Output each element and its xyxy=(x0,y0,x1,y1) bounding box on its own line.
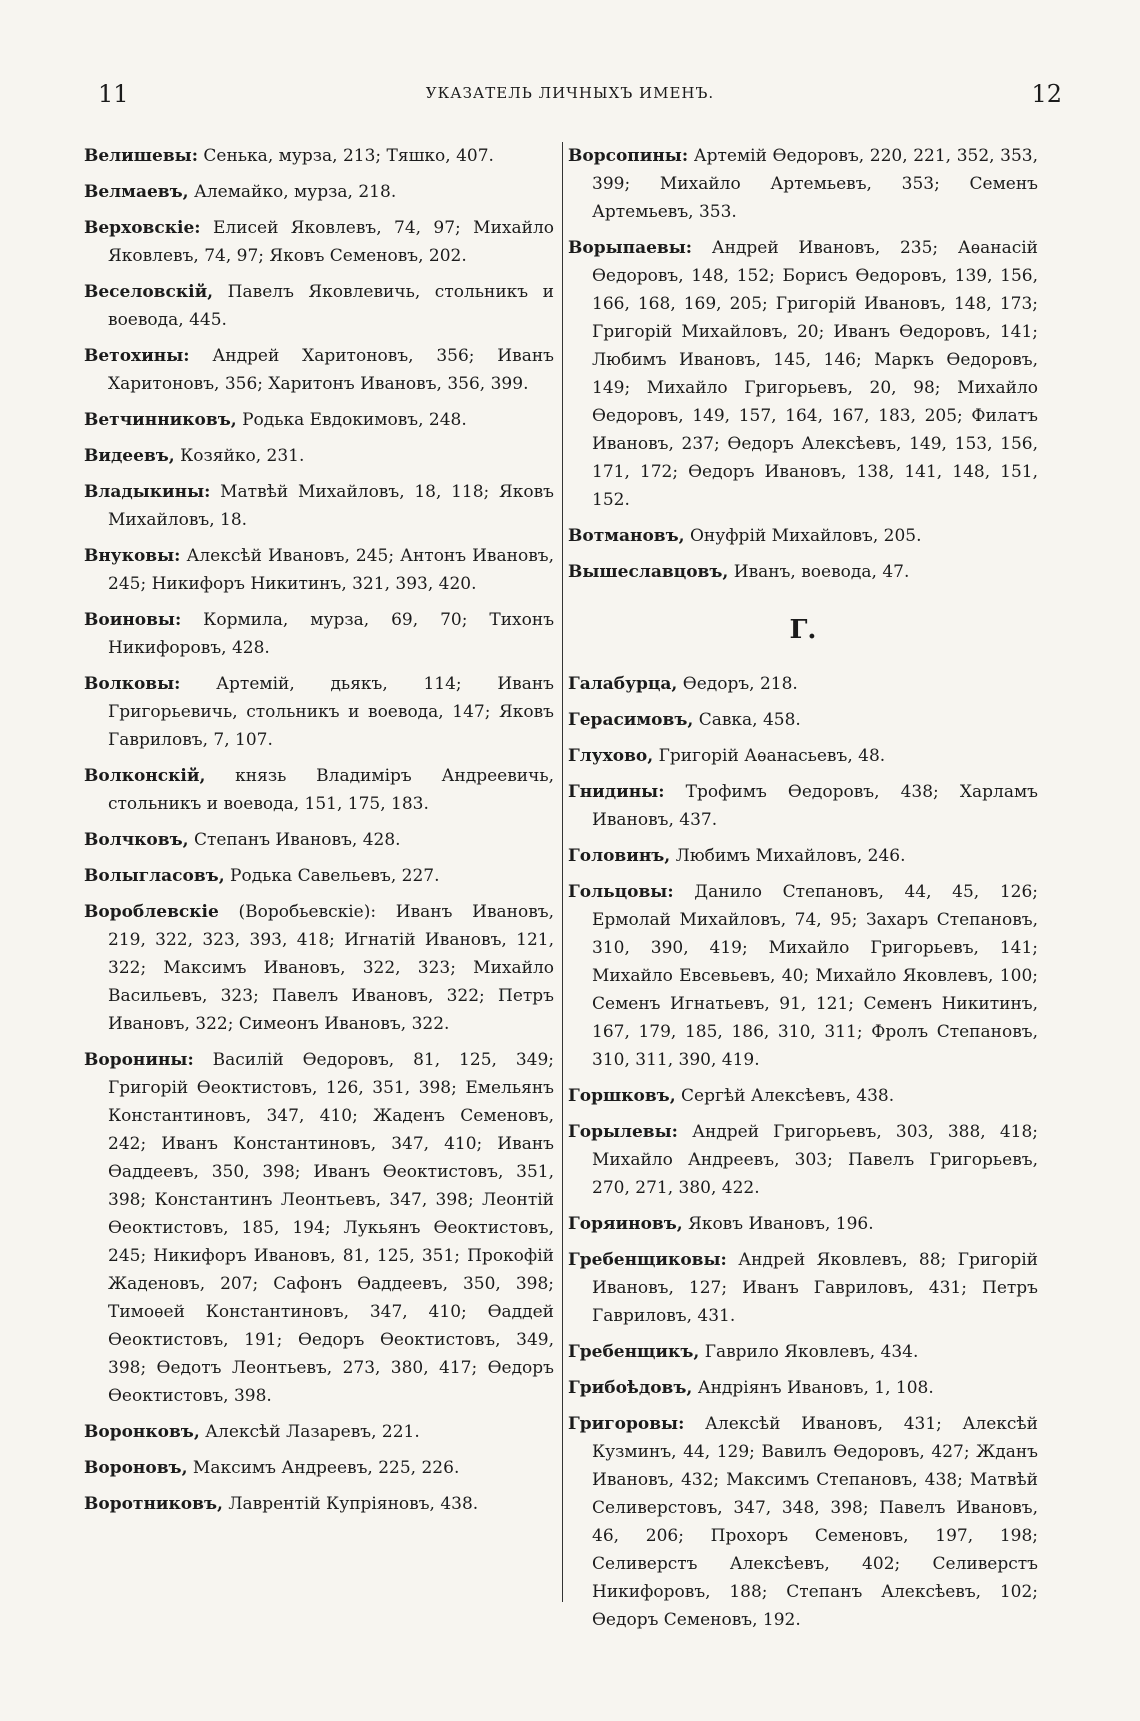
entry-text: Матвѣй Михайловъ, 18, 118; Яковъ Михайловъ, 18. xyxy=(108,482,554,530)
entry-surname: Ветчинниковъ, xyxy=(84,410,237,430)
entry-text: Иванъ, воевода, 47. xyxy=(733,562,910,582)
index-entry xyxy=(568,1082,1038,1110)
entry-surname: Велмаевъ, xyxy=(84,182,189,202)
page-number-right: 12 xyxy=(1031,80,1062,108)
index-entry xyxy=(568,878,1038,1074)
entry-surname: Веселовскій, xyxy=(84,282,214,302)
entry-surname: Внуковы: xyxy=(84,546,181,566)
index-entry xyxy=(84,1454,554,1482)
entry-text: Козяйко, 231. xyxy=(180,446,305,466)
entry-text: Савка, 458. xyxy=(698,710,801,730)
column-divider xyxy=(562,142,563,1602)
entry-surname: Горшковъ, xyxy=(568,1086,676,1106)
right-column xyxy=(568,142,1038,1642)
entry-text: Степанъ Ивановъ, 428. xyxy=(193,830,401,850)
index-entry xyxy=(84,1490,554,1518)
index-entry xyxy=(84,542,554,598)
entry-text: Андрей Харитоновъ, 356; Иванъ Харитоновъ, 356; Харитонъ Ивановъ, 356, 399. xyxy=(108,346,554,394)
index-entry xyxy=(568,1338,1038,1366)
index-entry xyxy=(84,142,554,170)
index-entry xyxy=(84,214,554,270)
right-entries-bottom xyxy=(568,670,1038,1634)
index-entry xyxy=(84,1046,554,1410)
entry-surname: Галабурца, xyxy=(568,674,678,694)
index-entry xyxy=(568,1246,1038,1330)
entry-surname: Волчковъ, xyxy=(84,830,189,850)
entry-text: Сергѣй Алексѣевъ, 438. xyxy=(681,1086,895,1106)
index-entry xyxy=(84,606,554,662)
index-entry xyxy=(568,778,1038,834)
index-entry xyxy=(84,826,554,854)
entry-surname: Вышеславцовъ, xyxy=(568,562,729,582)
entry-surname: Вороблевскіе xyxy=(84,902,219,922)
entry-text: Гаврило Яковлевъ, 434. xyxy=(704,1342,919,1362)
entry-text: Павелъ Яковлевичь, стольникъ и воевода, 445. xyxy=(108,282,555,330)
entry-surname: Воиновы: xyxy=(84,610,182,630)
index-entry xyxy=(84,342,554,398)
entry-text: Данило Степановъ, 44, 45, 126; Ермолай Михайловъ, 74, 95; Захаръ Степановъ, 310, 390, 419; Михайло Григорьевъ, 141; Михайло Евсевьевъ, 40; Михайло Яковлевъ, 100; Семенъ Игнатьевъ, 91, 121; Семенъ Никитинъ, 167, 179, 185, 186, 310, 311; Фролъ Степановъ, 310, 311, 390, 419. xyxy=(592,882,1039,1070)
entry-text: Артемій, дьякъ, 114; Иванъ Григорьевичь, стольникъ и воевода, 147; Яковъ Гавриловъ, 7, 107. xyxy=(108,674,554,750)
index-entry xyxy=(568,1374,1038,1402)
entry-surname: Велишевы: xyxy=(84,146,198,166)
index-entry xyxy=(568,522,1038,550)
entry-surname: Ворсопины: xyxy=(568,146,689,166)
entry-surname: Герасимовъ, xyxy=(568,710,694,730)
entry-surname: Вороновъ, xyxy=(84,1458,188,1478)
index-entry xyxy=(84,178,554,206)
entry-surname: Григоровы: xyxy=(568,1414,685,1434)
index-entry xyxy=(84,1418,554,1446)
index-entry xyxy=(84,898,554,1038)
page-header xyxy=(0,80,1140,120)
entry-surname: Волковы: xyxy=(84,674,181,694)
entry-text: Елисей Яковлевъ, 74, 97; Михайло Яковлевъ, 74, 97; Яковъ Семеновъ, 202. xyxy=(108,218,555,266)
index-entry xyxy=(84,278,554,334)
entry-text: Алемайко, мурза, 218. xyxy=(193,182,397,202)
entry-surname: Вотмановъ, xyxy=(568,526,685,546)
index-entry xyxy=(568,706,1038,734)
entry-text: Василій Ѳедоровъ, 81, 125, 349; Григорій Ѳеоктистовъ, 126, 351, 398; Емельянъ Константиновъ, 347, 410; Жаденъ Семеновъ, 242; Иванъ Константиновъ, 347, 410; Иванъ Ѳаддеевъ, 350, 398; Иванъ Ѳеоктистовъ, 351, 398; Константинъ Леонтьевъ, 347, 398; Леонтій Ѳеоктистовъ, 185, 194; Лукьянъ Ѳеоктистовъ, 245; Никифоръ Ивановъ, 81, 125, 351; Прокофій Жаденовъ, 207; Сафонъ Ѳаддеевъ, 350, 398; Тимоѳей Константиновъ, 347, 410; Ѳаддей Ѳеоктистовъ, 191; Ѳедоръ Ѳеоктистовъ, 349, 398; Ѳедотъ Леонтьевъ, 273, 380, 417; Ѳедоръ Ѳеоктистовъ, 398. xyxy=(108,1050,554,1406)
right-entries-top xyxy=(568,142,1038,586)
entry-text: Андрей Григорьевъ, 303, 388, 418; Михайло Андреевъ, 303; Павелъ Григорьевъ, 270, 271, 380, 422. xyxy=(592,1122,1039,1198)
entry-surname: Головинъ, xyxy=(568,846,671,866)
index-entry xyxy=(568,1210,1038,1238)
entry-surname: Гнидины: xyxy=(568,782,665,802)
index-entry xyxy=(568,1118,1038,1202)
entry-text: Любимъ Михайловъ, 246. xyxy=(675,846,906,866)
entry-text: Алексѣй Ивановъ, 245; Антонъ Ивановъ, 245; Никифоръ Никитинъ, 321, 393, 420. xyxy=(108,546,554,594)
entry-text: князь Владиміръ Андреевичь, стольникъ и воевода, 151, 175, 183. xyxy=(108,766,555,814)
entry-text: Андрей Яковлевъ, 88; Григорій Ивановъ, 127; Иванъ Гавриловъ, 431; Петръ Гавриловъ, 431. xyxy=(592,1250,1039,1326)
entry-text: Лаврентій Купріяновъ, 438. xyxy=(228,1494,479,1514)
entry-text: Ѳедоръ, 218. xyxy=(682,674,798,694)
entry-text: Яковъ Ивановъ, 196. xyxy=(688,1214,874,1234)
entry-surname: Воронины: xyxy=(84,1050,194,1070)
index-entry xyxy=(84,762,554,818)
entry-surname: Грибоѣдовъ, xyxy=(568,1378,693,1398)
entry-text: Андрей Ивановъ, 235; Аѳанасій Ѳедоровъ, 148, 152; Борисъ Ѳедоровъ, 139, 156, 166, 168, 169, 205; Григорій Ивановъ, 148, 173; Григорій Михайловъ, 20; Иванъ Ѳедоровъ, 141; Любимъ Ивановъ, 145, 146; Маркъ Ѳедоровъ, 149; Михайло Григорьевъ, 20, 98; Михайло Ѳедоровъ, 149, 157, 164, 167, 183, 205; Филатъ Ивановъ, 237; Ѳедоръ Алексѣевъ, 149, 153, 156, 171, 172; Ѳедоръ Ивановъ, 138, 141, 148, 151, 152. xyxy=(592,238,1039,510)
index-entry xyxy=(84,478,554,534)
entry-surname: Гребенщиковы: xyxy=(568,1250,727,1270)
entry-text: Артемій Ѳедоровъ, 220, 221, 352, 353, 399; Михайло Артемьевъ, 353; Семенъ Артемьевъ, 353. xyxy=(592,146,1039,222)
entry-text: (Воробьевскіе): Иванъ Ивановъ, 219, 322, 323, 393, 418; Игнатій Ивановъ, 121, 322; Максимъ Ивановъ, 322, 323; Михайло Васильевъ, 323; Павелъ Ивановъ, 322; Петръ Ивановъ, 322; Симеонъ Ивановъ, 322. xyxy=(108,902,555,1034)
index-entry xyxy=(568,842,1038,870)
index-entry xyxy=(568,670,1038,698)
entry-surname: Гребенщикъ, xyxy=(568,1342,700,1362)
entry-surname: Воротниковъ, xyxy=(84,1494,223,1514)
page-title: УКАЗАТЕЛЬ ЛИЧНЫХЪ ИМЕНЪ. xyxy=(425,84,715,102)
entry-surname: Горяиновъ, xyxy=(568,1214,683,1234)
entry-surname: Волыгласовъ, xyxy=(84,866,225,886)
entry-surname: Верховскіе: xyxy=(84,218,201,238)
entry-surname: Глухово, xyxy=(568,746,654,766)
entry-text: Алексѣй Лазаревъ, 221. xyxy=(205,1422,420,1442)
index-entry xyxy=(568,558,1038,586)
entry-text: Онуфрій Михайловъ, 205. xyxy=(689,526,922,546)
entry-surname: Воронковъ, xyxy=(84,1422,200,1442)
entry-text: Сенька, мурза, 213; Тяшко, 407. xyxy=(203,146,494,166)
section-letter: Г. xyxy=(789,615,817,645)
page-number-left: 11 xyxy=(98,80,129,108)
entry-surname: Владыкины: xyxy=(84,482,211,502)
index-entry xyxy=(568,742,1038,770)
entry-surname: Видеевъ, xyxy=(84,446,175,466)
entry-text: Кормила, мурза, 69, 70; Тихонъ Никифоровъ, 428. xyxy=(108,610,555,658)
index-entry xyxy=(84,406,554,434)
entry-surname: Ворыпаевы: xyxy=(568,238,693,258)
entry-text: Трофимъ Ѳедоровъ, 438; Харламъ Ивановъ, 437. xyxy=(592,782,1038,830)
index-entry xyxy=(568,234,1038,514)
entry-text: Родька Евдокимовъ, 248. xyxy=(242,410,467,430)
left-column xyxy=(84,142,554,1526)
entry-surname: Ветохины: xyxy=(84,346,190,366)
index-entry xyxy=(568,142,1038,226)
index-entry xyxy=(84,442,554,470)
entry-text: Андріянъ Ивановъ, 1, 108. xyxy=(697,1378,934,1398)
index-entry xyxy=(84,862,554,890)
entry-text: Родька Савельевъ, 227. xyxy=(230,866,440,886)
index-entry xyxy=(568,1410,1038,1634)
entry-surname: Волконскій, xyxy=(84,766,206,786)
entry-surname: Гольцовы: xyxy=(568,882,674,902)
entry-text: Максимъ Андреевъ, 225, 226. xyxy=(192,1458,460,1478)
entry-text: Григорій Аѳанасьевъ, 48. xyxy=(658,746,886,766)
entry-text: Алексѣй Ивановъ, 431; Алексѣй Кузминъ, 44, 129; Вавилъ Ѳедоровъ, 427; Жданъ Ивановъ, 432; Максимъ Степановъ, 438; Матвѣй Селиверстовъ, 347, 348, 398; Павелъ Ивановъ, 46, 206; Прохоръ Семеновъ, 197, 198; Селиверстъ Алексѣевъ, 402; Селиверстъ Никифоровъ, 188; Степанъ Алексѣевъ, 102; Ѳедоръ Семеновъ, 192. xyxy=(592,1414,1038,1630)
entry-surname: Горылевы: xyxy=(568,1122,678,1142)
index-entry xyxy=(84,670,554,754)
